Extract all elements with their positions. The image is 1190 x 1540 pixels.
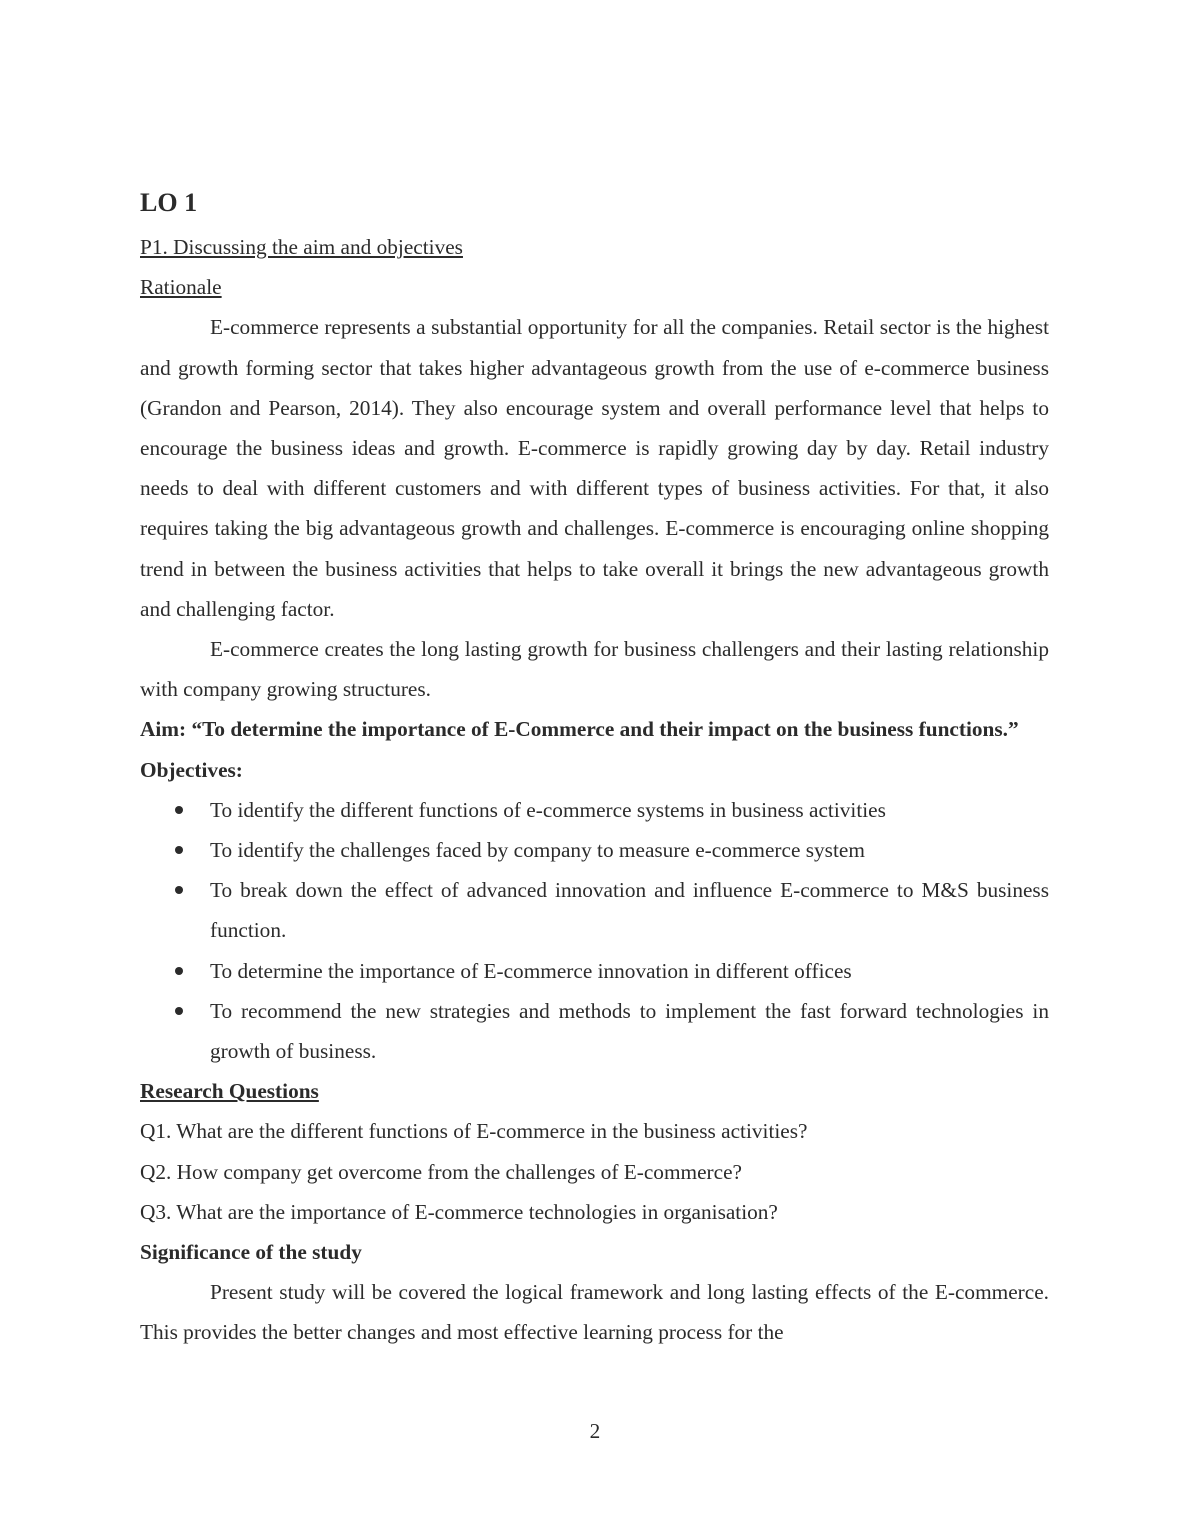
bullet-icon: [175, 967, 183, 975]
bullet-icon: [175, 1007, 183, 1015]
objective-text: To determine the importance of E-commerce innovation in different offices: [210, 958, 852, 983]
bullet-icon: [175, 846, 183, 854]
objective-text: To break down the effect of advanced innovation and influence E-commerce to M&S business function.: [210, 878, 1049, 943]
lo-heading: LO 1: [140, 188, 198, 217]
p1-title: P1. Discussing the aim and objectives: [140, 235, 463, 259]
objective-item: [140, 951, 1049, 991]
document-body: [140, 227, 1049, 1353]
objective-text: To identify the different functions of e-commerce systems in business activities: [210, 797, 886, 822]
significance-paragraph: Present study will be covered the logical framework and long lasting effects of the E-commerce. This provides the better changes and most effective learning process for the: [140, 1280, 1049, 1345]
objective-item: [140, 991, 1049, 1071]
bullet-icon: [175, 886, 183, 894]
aim-statement: Aim: “To determine the importance of E-Commerce and their impact on the business functions.”: [140, 717, 1019, 742]
objectives-list: [140, 790, 1049, 1071]
objective-item: [140, 790, 1049, 830]
research-questions-heading: Research Questions: [140, 1079, 319, 1104]
objective-item: [140, 870, 1049, 950]
significance-heading: Significance of the study: [140, 1240, 362, 1265]
objectives-heading: Objectives:: [140, 757, 243, 782]
objective-item: [140, 830, 1049, 870]
rationale-paragraph-1: E-commerce represents a substantial opportunity for all the companies. Retail sector is the highest and growth forming sector that takes higher advantageous growth from the use of e-commerce business (Grandon and Pearson, 2014). They also encourage system and overall performance level that helps to encourage the business ideas and growth. E-commerce is rapidly growing day by day. Retail industry needs to deal with different customers and with different types of business activities. For that, it also requires taking the big advantageous growth and challenges. E-commerce is encouraging online shopping trend in between the business activities that helps to take overall it brings the new advantageous growth and challenging factor.: [140, 315, 1049, 621]
rationale-paragraph-2: E-commerce creates the long lasting growth for business challengers and their lasting relationship with company growing structures.: [140, 637, 1049, 702]
rationale-heading: Rationale: [140, 275, 222, 300]
page-number: 2: [589, 1419, 601, 1443]
objective-text: To recommend the new strategies and methods to implement the fast forward technologies in growth of business.: [210, 998, 1049, 1064]
research-question-3: Q3. What are the importance of E-commerce technologies in organisation?: [140, 1199, 778, 1224]
research-question-1: Q1. What are the different functions of E-commerce in the business activities?: [140, 1119, 808, 1144]
bullet-icon: [175, 806, 183, 814]
objective-text: To identify the challenges faced by company to measure e-commerce system: [210, 838, 865, 863]
research-question-2: Q2. How company get overcome from the challenges of E-commerce?: [140, 1159, 742, 1184]
